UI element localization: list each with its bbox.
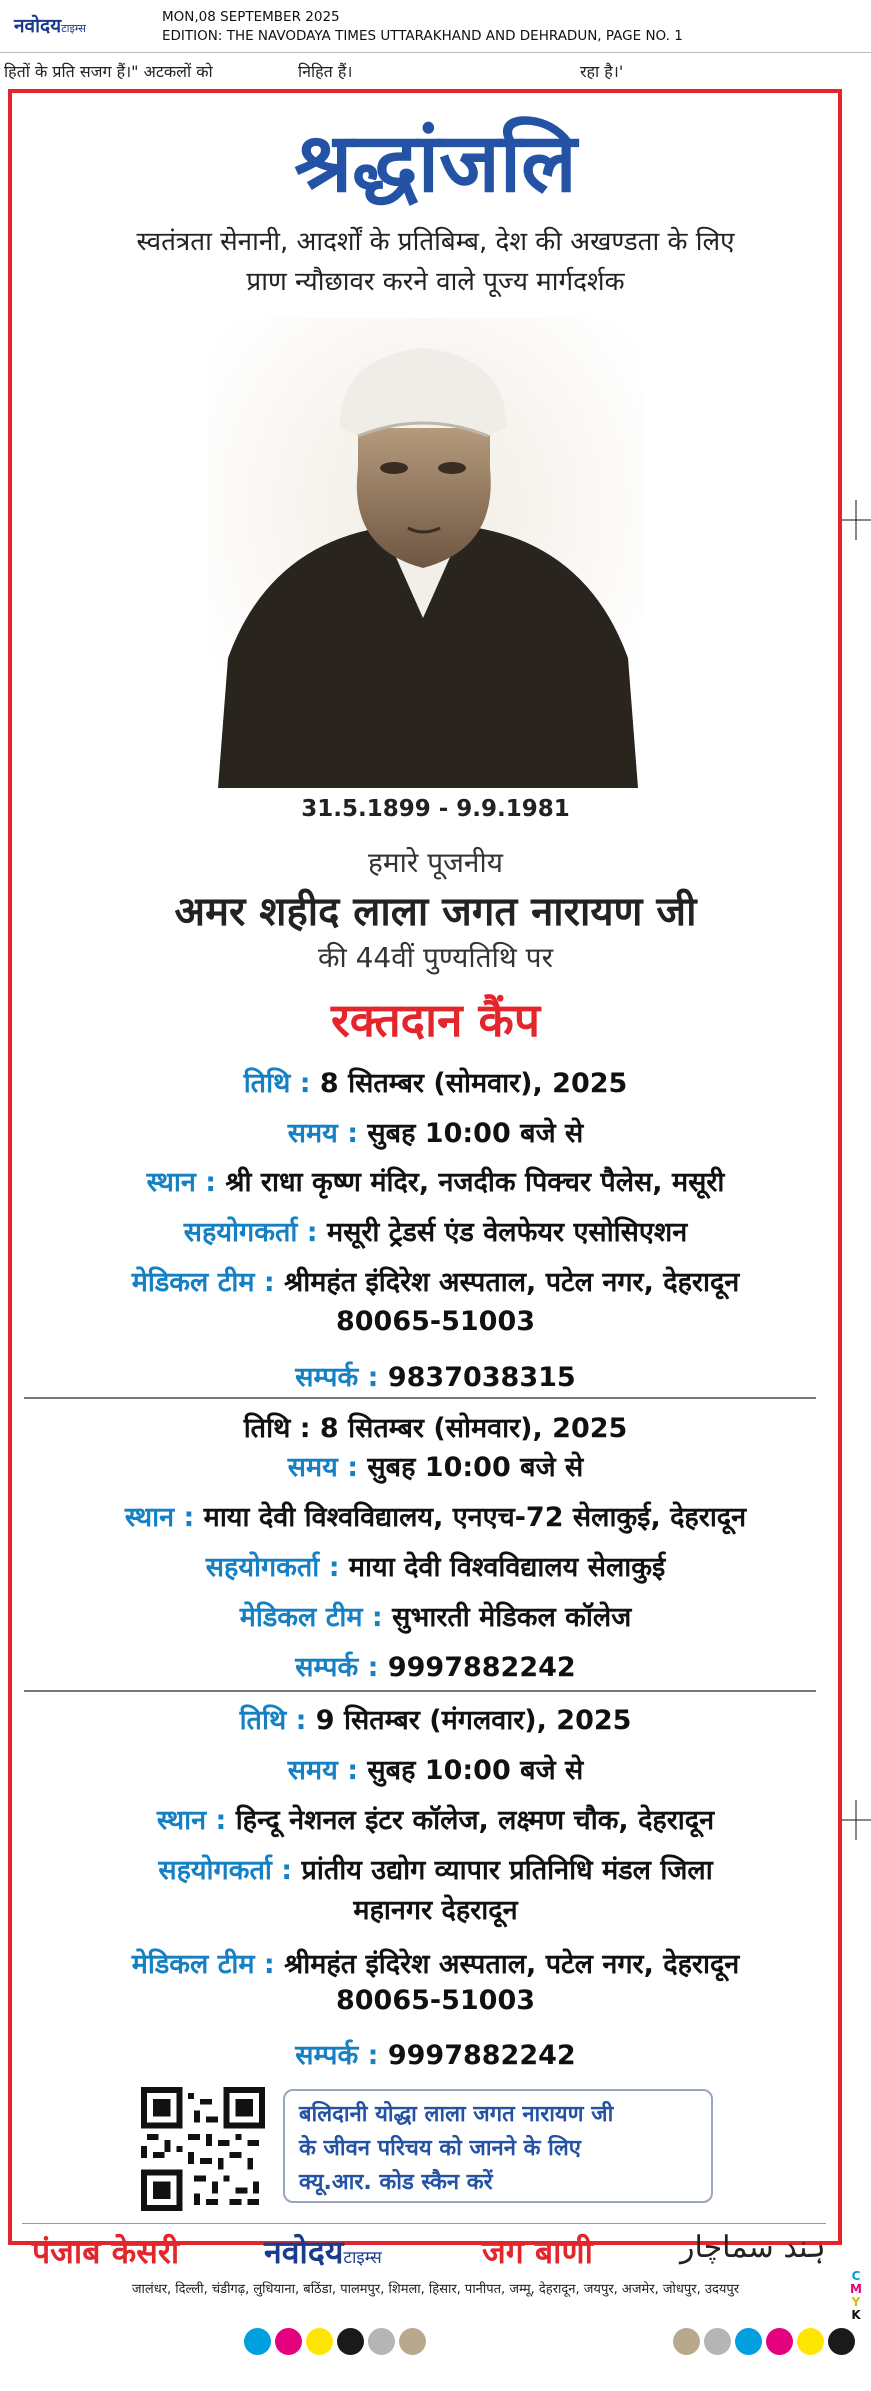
camp2-partner-label: सहयोगकर्ता : [205,1552,340,1583]
teaser-mid: निहित हैं। [298,62,353,81]
brand-text: नवोदय [14,15,62,37]
camp2-contact [0,1647,871,1684]
camp3-partner [0,1850,871,1887]
camp1-medical-label: मेडिकल टीम : [131,1267,275,1298]
camp3-date-value: 9 सितम्बर (मंगलवार), 2025 [315,1705,632,1736]
camp3-time [0,1750,871,1787]
cmyk-k: K [851,2308,861,2322]
camp3-medical-label: मेडिकल टीम : [131,1949,275,1980]
navodaya-times-logo [264,2230,382,2273]
color-bar-left [244,2328,426,2355]
page-header [0,0,871,53]
footer-brand-text: नवोदय [264,2233,344,2271]
camp2-contact-value: 9997882242 [387,1652,576,1683]
life-dates: 31.5.1899 - 9.9.1981 [301,796,570,822]
camp1-date-label: तिथि : [243,1068,311,1099]
jag-bani-logo: जग बाणी [482,2233,593,2271]
color-swatch [704,2328,731,2355]
camp2-place-label: स्थान : [124,1502,195,1533]
camp2-date-label: तिथि : [243,1413,311,1444]
camp1-contact-value: 9837038315 [387,1362,576,1393]
cmyk-marker [849,2270,863,2322]
camp3-medical-value: श्रीमहंत इंदिरेश अस्पताल, पटेल नगर, देहरादून [284,1949,740,1980]
edition-cities: जालंधर, दिल्ली, चंडीगढ़, लुधियाना, बठिंडा, पालमपुर, शिमला, हिसार, पानीपत, जम्मू, देहरादून, जयपुर, अजमेर, जोधपुर, उदयपुर [131,2282,740,2297]
camp3-place [0,1800,871,1837]
honoree-name: अमर शहीद लाला जगत नारायण जी [174,888,697,935]
camp3-contact-label: सम्पर्क : [295,2040,379,2071]
color-swatch [399,2328,426,2355]
color-swatch [306,2328,333,2355]
camp2-partner [0,1547,871,1584]
camp2-time-label: समय : [287,1452,358,1483]
subtitle-line-1: स्वतंत्रता सेनानी, आदर्शों के प्रतिबिम्ब, देश की अखण्डता के लिए [136,227,735,257]
subtitle-line-2: प्राण न्यौछावर करने वाले पूज्य मार्गदर्शक [246,267,625,297]
edition-info [162,8,683,46]
teaser-left: हितों के प्रति सजग हैं।" अटकलों को [4,62,213,81]
portrait-photo [208,318,643,788]
camp1-date-value: 8 सितम्बर (सोमवार), 2025 [319,1068,628,1099]
cmyk-m: M [850,2282,862,2296]
bio-box [283,2089,713,2203]
camp2-date [0,1408,871,1445]
camp1-date [0,1063,871,1100]
camp1-time-label: समय : [287,1118,358,1149]
color-swatch [368,2328,395,2355]
color-swatch [673,2328,700,2355]
camp2-time-value: सुबह 10:00 बजे से [367,1452,584,1483]
date-line: MON,08 SEPTEMBER 2025 [162,9,340,25]
camp1-medical-value: श्रीमहंत इंदिरेश अस्पताल, पटेल नगर, देहरादून [284,1267,740,1298]
camp1-place-label: स्थान : [146,1167,217,1198]
color-swatch [337,2328,364,2355]
color-swatch [797,2328,824,2355]
camp2-partner-value: माया देवी विश्वविद्यालय सेलाकुई [348,1552,666,1583]
camp3-partner-value: प्रांतीय उद्योग व्यापार प्रतिनिधि मंडल जिला [301,1855,713,1886]
footer-brand-suffix: टाइम्स [343,2248,382,2268]
section-divider [24,1690,816,1692]
edition-line: EDITION: THE NAVODAYA TIMES UTTARAKHAND AND DEHRADUN, PAGE NO. 1 [162,28,683,44]
camp3-partner-line2: महानगर देहरादून [353,1895,518,1926]
camp1-partner [0,1212,871,1249]
camp2-contact-label: सम्पर्क : [295,1652,379,1683]
color-bar-right [673,2328,855,2355]
camp2-medical [0,1597,871,1634]
camp3-contact [0,2035,871,2072]
color-swatch [735,2328,762,2355]
camp3-date [0,1700,871,1737]
camp-title: रक्तदान कैंप [330,993,541,1047]
footer-divider [22,2223,826,2224]
camp2-place [0,1497,871,1534]
color-swatch [244,2328,271,2355]
camp2-medical-value: सुभारती मेडिकल कॉलेज [392,1602,632,1633]
camp3-date-label: तिथि : [239,1705,307,1736]
hind-samachar-logo: ہند سماچار [680,2230,826,2265]
camp1-contact [0,1357,871,1394]
camp3-time-label: समय : [287,1755,358,1786]
brand-suffix: टाइम्स [61,22,86,35]
camp1-time-value: सुबह 10:00 बजे से [367,1118,584,1149]
anniversary-text: की 44वीं पुण्यतिथि पर [317,941,554,974]
camp2-place-value: माया देवी विश्वविद्यालय, एनएच-72 सेलाकुई, देहरादून [203,1502,747,1533]
camp3-time-value: सुबह 10:00 बजे से [367,1755,584,1786]
punjab-kesari-logo: पंजाब केसरी [32,2233,180,2271]
color-swatch [275,2328,302,2355]
camp1-contact-label: सम्पर्क : [295,1362,379,1393]
bio-line-3: क्यू.आर. कोड स्कैन करें [299,2170,493,2195]
camp3-partner-label: सहयोगकर्ता : [158,1855,293,1886]
camp2-time [0,1447,871,1484]
camp1-partner-value: मसूरी ट्रेडर्स एंड वेलफेयर एसोसिएशन [326,1217,688,1248]
camp3-contact-value: 9997882242 [387,2040,576,2071]
section-divider [24,1397,816,1399]
camp1-partner-label: सहयोगकर्ता : [183,1217,318,1248]
camp3-place-value: हिन्दू नेशनल इंटर कॉलेज, लक्ष्मण चौक, देहरादून [235,1805,715,1836]
camp2-medical-label: मेडिकल टीम : [239,1602,383,1633]
color-swatch [766,2328,793,2355]
bio-line-1: बलिदानी योद्धा लाला जगत नारायण जी [299,2102,614,2127]
color-swatch [828,2328,855,2355]
navodaya-logo [14,12,86,38]
crop-mark-icon [842,500,871,540]
camp1-time [0,1113,871,1150]
camp2-date-value: 8 सितम्बर (सोमवार), 2025 [319,1413,628,1444]
ad-title: श्रद्धांजलि [294,115,577,211]
hamare-text: हमारे पूजनीय [368,846,503,879]
camp1-medical-phone: 80065-51003 [335,1306,536,1337]
camp1-medical [0,1262,871,1299]
cmyk-y: Y [851,2295,861,2309]
teaser-right: रहा है।' [580,62,624,81]
cmyk-c: C [851,2269,861,2283]
camp1-place [0,1162,871,1199]
camp1-place-value: श्री राधा कृष्ण मंदिर, नजदीक पिक्चर पैलेस, मसूरी [225,1167,725,1198]
camp3-place-label: स्थान : [156,1805,227,1836]
camp3-medical [0,1944,871,1981]
camp3-medical-phone: 80065-51003 [335,1985,536,2016]
bio-line-2: के जीवन परिचय को जानने के लिए [299,2136,581,2161]
qr-code-icon[interactable] [140,2087,266,2211]
